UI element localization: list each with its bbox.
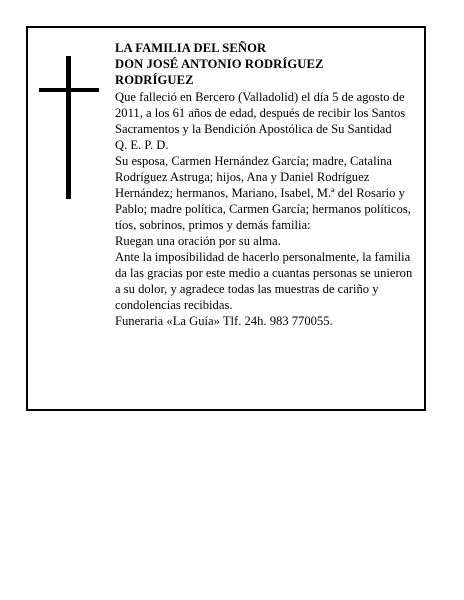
- family-paragraph: Su esposa, Carmen Hernández García; madre, Catalina Rodríguez Astruga; hijos, Ana y Daniel Rodríguez Hernández; hermanos, Mariano, Isabel, M.ª del Rosario y Pablo; madre política, Carmen García; hermanos políticos, tíos, sobrinos, primos y demás familia:: [115, 154, 411, 232]
- prayer-text: Ruegan una oración por su alma.: [115, 234, 281, 248]
- heading-line-2: DON JOSÉ ANTONIO RODRÍGUEZ: [115, 57, 324, 71]
- notice-text: [115, 40, 420, 329]
- cross-vertical-bar: [66, 56, 71, 199]
- heading-line-3: RODRÍGUEZ: [115, 73, 194, 87]
- heading-line-1: LA FAMILIA DEL SEÑOR: [115, 41, 267, 55]
- qepd-text: Q. E. P. D.: [115, 138, 169, 152]
- death-paragraph: Que falleció en Bercero (Valladolid) el día 5 de agosto de 2011, a los 61 años de edad, después de recibir los Santos Sacramentos y la Bendición Apostólica de Su Santidad: [115, 90, 406, 136]
- obituary-notice: [26, 26, 426, 411]
- thanks-paragraph: Ante la imposibilidad de hacerlo personalmente, la familia da las gracias por este medio a cuantas personas se unieron a su dolor, y agradece todas las muestras de cariño y condolencias recibidas.: [115, 250, 413, 312]
- cross-horizontal-bar: [39, 88, 99, 92]
- cross-icon: [39, 56, 99, 199]
- funeral-home-text: Funeraria «La Guía» Tlf. 24h. 983 770055.: [115, 314, 333, 328]
